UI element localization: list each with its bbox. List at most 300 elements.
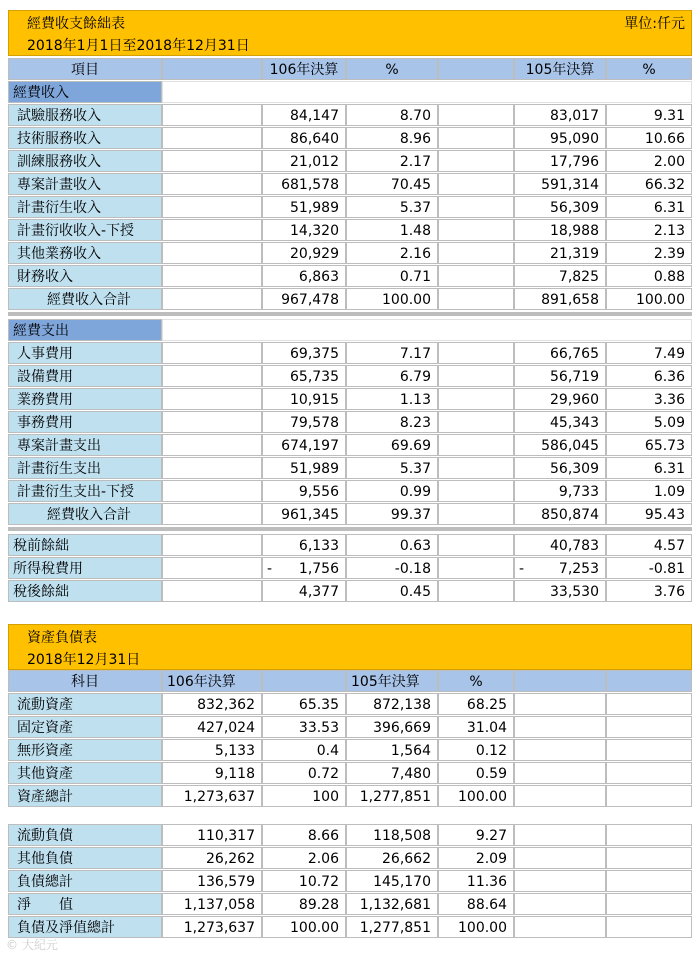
value-106 — [262, 104, 346, 126]
expense-row — [8, 480, 692, 502]
value-106 — [262, 219, 346, 241]
value-106 — [262, 173, 346, 195]
row-label: 稅後餘絀 — [8, 580, 162, 602]
value-105-text: 7,825 — [558, 269, 599, 285]
value-105 — [514, 242, 606, 264]
blank-cell — [162, 127, 262, 149]
value-106 — [262, 365, 346, 387]
liability-row — [8, 893, 692, 915]
row-label: 其他業務收入 — [8, 242, 162, 264]
percent-106: 8.66 — [262, 824, 346, 846]
balance-title: 資產負債表 — [27, 630, 97, 646]
percent-106: 0.4 — [262, 739, 346, 761]
row-label: 流動資產 — [8, 693, 162, 715]
value-106: 26,262 — [162, 847, 262, 869]
value-106-text: 84,147 — [290, 108, 339, 124]
liability-row — [8, 870, 692, 892]
percent-106: 69.69 — [346, 434, 438, 456]
row-label: 其他負債 — [8, 847, 162, 869]
blank-cell — [606, 847, 692, 869]
row-label: 無形資產 — [8, 739, 162, 761]
negative-sign: - — [267, 561, 273, 577]
percent-105: 100.00 — [438, 785, 514, 807]
value-105: 145,170 — [346, 870, 438, 892]
blank-cell — [438, 219, 514, 241]
value-106: 427,024 — [162, 716, 262, 738]
expense-row — [8, 411, 692, 433]
blank-cell — [438, 388, 514, 410]
income-header-row — [8, 58, 692, 80]
value-106-text: 51,989 — [290, 200, 339, 216]
blank-cell — [606, 739, 692, 761]
percent-105: 65.73 — [606, 434, 692, 456]
percent-105: 68.25 — [438, 693, 514, 715]
row-label: 設備費用 — [8, 365, 162, 387]
percent-105: 9.31 — [606, 104, 692, 126]
value-105-text: 586,045 — [541, 438, 599, 454]
value-106-text: 51,989 — [290, 461, 339, 477]
balance-header-row — [8, 670, 692, 692]
value-105-text: 7,253 — [558, 561, 599, 577]
value-105: 1,132,681 — [346, 893, 438, 915]
blank-cell — [514, 847, 606, 869]
blank-cell — [606, 824, 692, 846]
row-label: 稅前餘絀 — [8, 534, 162, 556]
expense-row — [8, 434, 692, 456]
blank-cell — [162, 480, 262, 502]
income-title: 經費收支餘絀表 — [27, 16, 125, 32]
income-header-cell — [438, 58, 514, 80]
value-106-text: 65,735 — [290, 369, 339, 385]
value-106: 5,133 — [162, 739, 262, 761]
percent-105: 100.00 — [438, 916, 514, 938]
value-106-text: 961,345 — [281, 507, 339, 523]
percent-106: 8.96 — [346, 127, 438, 149]
blank-cell — [438, 365, 514, 387]
value-105-text: 891,658 — [541, 292, 599, 308]
blank-cell — [162, 219, 262, 241]
blank-cell — [162, 265, 262, 287]
row-label: 財務收入 — [8, 265, 162, 287]
blank-cell — [438, 342, 514, 364]
value-105 — [514, 457, 606, 479]
value-105 — [514, 411, 606, 433]
value-105 — [514, 557, 606, 579]
value-105-text: 29,960 — [550, 392, 599, 408]
liability-row — [8, 847, 692, 869]
value-106-text: 10,915 — [290, 392, 339, 408]
expense-row — [8, 342, 692, 364]
percent-106: 0.72 — [262, 762, 346, 784]
blank-cell — [606, 870, 692, 892]
blank-cell — [514, 693, 606, 715]
percent-105: 5.09 — [606, 411, 692, 433]
blank-cell — [162, 457, 262, 479]
value-105-text: 56,309 — [550, 200, 599, 216]
value-105 — [514, 127, 606, 149]
percent-105: -0.81 — [606, 557, 692, 579]
revenue-total-row — [8, 288, 692, 310]
blank-cell — [438, 196, 514, 218]
percent-105: 31.04 — [438, 716, 514, 738]
value-105-text: 95,090 — [550, 131, 599, 147]
value-105 — [514, 196, 606, 218]
value-106 — [262, 288, 346, 310]
percent-106: 7.17 — [346, 342, 438, 364]
result-row — [8, 557, 692, 579]
value-105 — [514, 219, 606, 241]
row-label: 負債總計 — [8, 870, 162, 892]
revenue-row — [8, 173, 692, 195]
liability-row — [8, 824, 692, 846]
asset-row — [8, 716, 692, 738]
value-106 — [262, 150, 346, 172]
value-105-text: 45,343 — [550, 415, 599, 431]
expense-section-row — [8, 319, 692, 341]
value-106 — [262, 534, 346, 556]
row-label: 其他資產 — [8, 762, 162, 784]
blank-cell — [162, 411, 262, 433]
value-106-text: 6,133 — [298, 538, 339, 554]
blank-cell — [438, 557, 514, 579]
percent-105: 0.88 — [606, 265, 692, 287]
percent-106: 0.99 — [346, 480, 438, 502]
blank-cell — [438, 104, 514, 126]
value-106: 9,118 — [162, 762, 262, 784]
revenue-row — [8, 265, 692, 287]
value-106-text: 1,756 — [298, 561, 339, 577]
value-105-text: 33,530 — [550, 584, 599, 600]
row-label: 計畫衍生支出 — [8, 457, 162, 479]
value-106 — [262, 503, 346, 525]
expense-section-label: 經費支出 — [8, 319, 162, 341]
blank-cell — [606, 893, 692, 915]
value-105 — [514, 480, 606, 502]
blank-cell — [438, 173, 514, 195]
value-105 — [514, 265, 606, 287]
balance-header-cell: 106年決算 — [162, 670, 262, 692]
percent-106: 1.48 — [346, 219, 438, 241]
row-label: 負債及淨值總計 — [8, 916, 162, 938]
row-label: 專案計畫支出 — [8, 434, 162, 456]
value-105 — [514, 150, 606, 172]
row-label: 經費收入合計 — [8, 503, 162, 525]
blank-cell — [162, 342, 262, 364]
percent-105: 100.00 — [606, 288, 692, 310]
blank-cell — [162, 503, 262, 525]
asset-row — [8, 785, 692, 807]
percent-106: 10.72 — [262, 870, 346, 892]
value-105 — [514, 534, 606, 556]
balance-header-cell — [606, 670, 692, 692]
blank-cell — [162, 580, 262, 602]
percent-105: 66.32 — [606, 173, 692, 195]
value-106 — [262, 265, 346, 287]
value-105-text: 40,783 — [550, 538, 599, 554]
income-period: 2018年1月1日至2018年12月31日 — [27, 38, 250, 54]
percent-105: 10.66 — [606, 127, 692, 149]
row-label: 計畫衍收收入-下授 — [8, 219, 162, 241]
percent-105: 2.13 — [606, 219, 692, 241]
value-106-text: 674,197 — [281, 438, 339, 454]
revenue-section-label: 經費收入 — [8, 81, 162, 103]
revenue-row — [8, 242, 692, 264]
balance-header-cell: 105年決算 — [346, 670, 438, 692]
blank-cell — [438, 265, 514, 287]
expense-section-blank — [162, 319, 692, 341]
blank-cell — [438, 480, 514, 502]
blank-cell — [514, 739, 606, 761]
blank-cell — [606, 785, 692, 807]
value-106 — [262, 411, 346, 433]
row-label: 訓練服務收入 — [8, 150, 162, 172]
percent-105: 2.09 — [438, 847, 514, 869]
row-label: 試驗服務收入 — [8, 104, 162, 126]
percent-105: 88.64 — [438, 893, 514, 915]
row-label: 淨 值 — [8, 893, 162, 915]
value-105-text: 17,796 — [550, 154, 599, 170]
row-label: 人事費用 — [8, 342, 162, 364]
value-105-text: 18,988 — [550, 223, 599, 239]
value-106: 136,579 — [162, 870, 262, 892]
blank-cell — [162, 196, 262, 218]
value-105: 7,480 — [346, 762, 438, 784]
income-header-cell: % — [346, 58, 438, 80]
value-105 — [514, 580, 606, 602]
value-105: 118,508 — [346, 824, 438, 846]
blank-cell — [606, 762, 692, 784]
value-106-text: 681,578 — [281, 177, 339, 193]
blank-cell — [438, 534, 514, 556]
percent-106: 2.06 — [262, 847, 346, 869]
percent-105: 2.00 — [606, 150, 692, 172]
balance-title-band — [8, 624, 692, 670]
value-105: 396,669 — [346, 716, 438, 738]
expense-row — [8, 388, 692, 410]
balance-header-cell — [514, 670, 606, 692]
result-row — [8, 580, 692, 602]
blank-cell — [514, 893, 606, 915]
section-divider — [8, 312, 692, 316]
percent-106: 33.53 — [262, 716, 346, 738]
expense-total-row — [8, 503, 692, 525]
blank-cell — [162, 242, 262, 264]
value-105-text: 591,314 — [541, 177, 599, 193]
blank-cell — [514, 824, 606, 846]
percent-106: 8.70 — [346, 104, 438, 126]
value-105-text: 9,733 — [558, 484, 599, 500]
income-unit: 單位:仟元 — [624, 16, 685, 32]
blank-cell — [514, 870, 606, 892]
value-105 — [514, 503, 606, 525]
percent-105: 0.12 — [438, 739, 514, 761]
blank-cell — [438, 580, 514, 602]
section-divider — [8, 527, 692, 531]
percent-106: 1.13 — [346, 388, 438, 410]
balance-header-cell: 科目 — [8, 670, 162, 692]
percent-106: 5.37 — [346, 457, 438, 479]
value-105-text: 83,017 — [550, 108, 599, 124]
result-row — [8, 534, 692, 556]
value-106-text: 69,375 — [290, 346, 339, 362]
row-label: 業務費用 — [8, 388, 162, 410]
value-106 — [262, 196, 346, 218]
value-106-text: 79,578 — [290, 415, 339, 431]
asset-row — [8, 762, 692, 784]
value-105 — [514, 388, 606, 410]
row-label: 事務費用 — [8, 411, 162, 433]
income-table — [8, 58, 692, 606]
value-105: 872,138 — [346, 693, 438, 715]
percent-106: 70.45 — [346, 173, 438, 195]
percent-105: 6.36 — [606, 365, 692, 387]
percent-106: 0.63 — [346, 534, 438, 556]
value-105 — [514, 434, 606, 456]
value-106-text: 14,320 — [290, 223, 339, 239]
value-106 — [262, 480, 346, 502]
revenue-section-row — [8, 81, 692, 103]
percent-105: 3.76 — [606, 580, 692, 602]
negative-sign: - — [519, 561, 525, 577]
watermark: © 大紀元 — [6, 938, 58, 952]
value-105 — [514, 173, 606, 195]
value-106-text: 9,556 — [298, 484, 339, 500]
income-title-band — [8, 10, 692, 56]
revenue-row — [8, 104, 692, 126]
percent-106: -0.18 — [346, 557, 438, 579]
blank-cell — [162, 150, 262, 172]
value-106: 1,273,637 — [162, 916, 262, 938]
blank-cell — [162, 557, 262, 579]
expense-row — [8, 365, 692, 387]
value-106 — [262, 434, 346, 456]
blank-cell — [514, 762, 606, 784]
percent-106: 5.37 — [346, 196, 438, 218]
blank-cell — [162, 388, 262, 410]
revenue-row — [8, 150, 692, 172]
value-106 — [262, 388, 346, 410]
balance-header-cell — [262, 670, 346, 692]
revenue-row — [8, 219, 692, 241]
row-label: 計畫衍生支出-下授 — [8, 480, 162, 502]
balance-date: 2018年12月31日 — [27, 652, 141, 668]
percent-106: 99.37 — [346, 503, 438, 525]
value-106: 1,273,637 — [162, 785, 262, 807]
row-label: 經費收入合計 — [8, 288, 162, 310]
value-105: 1,277,851 — [346, 916, 438, 938]
blank-cell — [162, 365, 262, 387]
value-105-text: 66,765 — [550, 346, 599, 362]
percent-106: 0.45 — [346, 580, 438, 602]
revenue-section-blank — [162, 81, 692, 103]
percent-106: 100.00 — [262, 916, 346, 938]
percent-105: 6.31 — [606, 196, 692, 218]
percent-105: 7.49 — [606, 342, 692, 364]
value-105 — [514, 342, 606, 364]
percent-106: 65.35 — [262, 693, 346, 715]
value-105 — [514, 288, 606, 310]
value-106: 832,362 — [162, 693, 262, 715]
percent-105: 1.09 — [606, 480, 692, 502]
balance-header-cell: % — [438, 670, 514, 692]
blank-cell — [162, 104, 262, 126]
value-106-text: 6,863 — [298, 269, 339, 285]
percent-105: 95.43 — [606, 503, 692, 525]
blank-cell — [438, 434, 514, 456]
blank-cell — [162, 434, 262, 456]
percent-106: 100.00 — [346, 288, 438, 310]
value-106 — [262, 557, 346, 579]
income-header-cell: 項目 — [8, 58, 162, 80]
blank-cell — [606, 916, 692, 938]
value-106 — [262, 342, 346, 364]
percent-106: 8.23 — [346, 411, 438, 433]
revenue-row — [8, 196, 692, 218]
blank-cell — [162, 534, 262, 556]
percent-105: 6.31 — [606, 457, 692, 479]
row-label: 所得稅費用 — [8, 557, 162, 579]
percent-106: 89.28 — [262, 893, 346, 915]
percent-106: 6.79 — [346, 365, 438, 387]
value-105 — [514, 104, 606, 126]
row-label: 固定資產 — [8, 716, 162, 738]
asset-row — [8, 693, 692, 715]
balance-table — [8, 670, 692, 950]
value-105: 1,564 — [346, 739, 438, 761]
value-105-text: 56,309 — [550, 461, 599, 477]
percent-105: 4.57 — [606, 534, 692, 556]
value-106-text: 21,012 — [290, 154, 339, 170]
percent-106: 100 — [262, 785, 346, 807]
percent-105: 11.36 — [438, 870, 514, 892]
blank-cell — [438, 288, 514, 310]
blank-cell — [514, 716, 606, 738]
value-105 — [514, 365, 606, 387]
row-label: 資產總計 — [8, 785, 162, 807]
value-106 — [262, 127, 346, 149]
revenue-row — [8, 127, 692, 149]
row-label: 流動負債 — [8, 824, 162, 846]
blank-cell — [438, 411, 514, 433]
value-106-text: 20,929 — [290, 246, 339, 262]
percent-106: 2.16 — [346, 242, 438, 264]
blank-cell — [162, 288, 262, 310]
expense-row — [8, 457, 692, 479]
asset-row — [8, 739, 692, 761]
value-106: 1,137,058 — [162, 893, 262, 915]
income-header-cell: 106年決算 — [262, 58, 346, 80]
percent-105: 0.59 — [438, 762, 514, 784]
blank-cell — [438, 150, 514, 172]
percent-105: 3.36 — [606, 388, 692, 410]
value-106: 110,317 — [162, 824, 262, 846]
row-label: 計畫衍生收入 — [8, 196, 162, 218]
income-header-cell — [162, 58, 262, 80]
blank-cell — [606, 693, 692, 715]
blank-cell — [514, 785, 606, 807]
blank-cell — [438, 503, 514, 525]
row-label: 專案計畫收入 — [8, 173, 162, 195]
income-header-cell: % — [606, 58, 692, 80]
blank-cell — [438, 242, 514, 264]
row-label: 技術服務收入 — [8, 127, 162, 149]
value-106-text: 4,377 — [298, 584, 339, 600]
blank-cell — [606, 716, 692, 738]
value-105-text: 21,319 — [550, 246, 599, 262]
value-105: 1,277,851 — [346, 785, 438, 807]
value-106 — [262, 242, 346, 264]
percent-106: 2.17 — [346, 150, 438, 172]
